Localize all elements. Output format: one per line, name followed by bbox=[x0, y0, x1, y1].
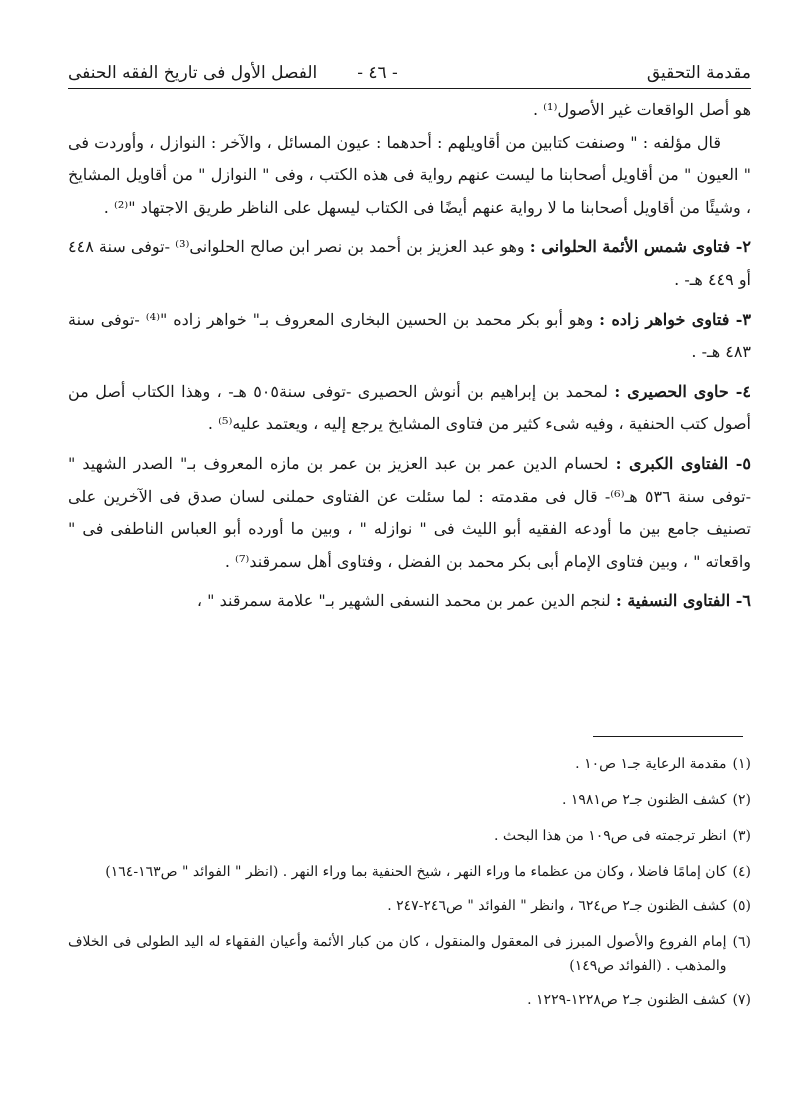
footnote bbox=[68, 894, 751, 918]
footnote bbox=[68, 824, 751, 848]
footnote-number: (٢) bbox=[732, 792, 751, 808]
footnote-number: (١) bbox=[732, 756, 751, 772]
footnote bbox=[68, 788, 751, 812]
entry-title: ٦- الفتاوى النسفية : bbox=[615, 591, 751, 611]
footnote bbox=[68, 860, 751, 884]
footnote-number: (٧) bbox=[732, 992, 751, 1008]
list-item bbox=[68, 231, 751, 296]
entry-text: لحسام الدين عمر بن عبد العزيز بن عمر بن مازه المعروف بـ" الصدر الشهيد " -توفى سنة ٥٣٦ هـ⁽⁶⁾- قال فى مقدمته : لما سئلت عن الفتاوى حملنى لسان صدق فى الآخرين على تصنيف جامع بين ما أودعه الفقيه أبو الليث فى " نوازله " ، وبين ما أورده أبو العباس الناطفى فى " واقعاته " ، وبين فتاوى الإمام أبى بكر محمد بن الفضل ، وفتاوى أهل سمرقند⁽⁷⁾ . bbox=[68, 453, 752, 571]
list-item bbox=[68, 448, 751, 578]
entry-title: ٥- الفتاوى الكبرى : bbox=[615, 453, 751, 473]
footnote-number: (٦) bbox=[732, 934, 751, 950]
entry-text: لمحمد بن إبراهيم بن أنوش الحصيرى -توفى سنة٥٠٥ هـ- ، وهذا الكتاب أصل من أصول كتب الحنفية ، وفيه شىء كثير من فتاوى المشايخ يرجع إليه ، ويعتمد عليه⁽⁵⁾ . bbox=[68, 381, 751, 434]
entry-text: وهو عبد العزيز بن أحمد بن نصر ابن صالح الحلوانى⁽³⁾ -توفى سنة ٤٤٨ أو ٤٤٩ هـ- . bbox=[68, 237, 751, 289]
entry-text: لنجم الدين عمر بن محمد النسفى الشهير بـ" علامة سمرقند " ، bbox=[196, 591, 616, 611]
footnote-text: مقدمة الرعاية جـ١ ص١٠ . bbox=[575, 756, 727, 772]
footnote bbox=[68, 930, 751, 978]
main-text bbox=[68, 94, 751, 618]
entry-title: ٢- فتاوى شمس الأئمة الحلوانى : bbox=[529, 237, 752, 257]
list-item bbox=[68, 376, 751, 441]
header-section-title: مقدمة التحقيق bbox=[646, 63, 751, 83]
footnote-text: كان إمامًا فاضلا ، وكان من عظماء ما وراء النهر ، شيخ الحنفية بما وراء النهر . (انظر " الفوائد " ص١٦٣-١٦٤) bbox=[105, 864, 727, 880]
entry-title: ٤- حاوى الحصيرى : bbox=[614, 381, 751, 401]
footnote-number: (٥) bbox=[732, 898, 751, 914]
footnote-number: (٤) bbox=[732, 864, 751, 880]
footnote-separator bbox=[593, 736, 743, 737]
header-chapter-title: الفصل الأول فى تاريخ الفقه الحنفى bbox=[68, 63, 318, 83]
paragraph: هو أصل الواقعات غير الأصول⁽¹⁾ . bbox=[532, 100, 751, 119]
footnote bbox=[68, 752, 751, 776]
paragraph: قال مؤلفه : " وصنفت كتابين من أقاويلهم : أحدهما : عيون المسائل ، والآخر : النوازل ، وأوردت فى " العيون " من أقاويل أصحابنا ما ليست عنهم رواية فى هذه الكتب ، وفى " النوازل " من أقاويل المشايخ ، وشيئًا من أقاويل أصحابنا ما لا رواية عنهم أيضًا فى الكتاب ليسهل على الناظر طريق الاجتهاد "⁽²⁾ . bbox=[68, 132, 752, 217]
list-item bbox=[68, 304, 751, 369]
footnotes bbox=[68, 752, 751, 1024]
footnote bbox=[68, 988, 751, 1012]
footnote-number: (٣) bbox=[732, 828, 751, 844]
page-number: - ٤٦ - bbox=[357, 63, 398, 83]
footnote-text: إمام الفروع والأصول المبرز فى المعقول والمنقول ، كان من كبار الأئمة وأعيان الفقهاء له اليد الطولى فى الخلاف والمذهب . (الفوائد ص١٤٩) bbox=[68, 934, 727, 974]
footnote-text: كشف الظنون جـ٢ ص٦٢٤ ، وانظر " الفوائد " ص٢٤٦-٢٤٧ . bbox=[387, 898, 727, 914]
entry-title: ٣- فتاوى خواهر زاده : bbox=[599, 309, 752, 329]
footnote-text: كشف الظنون جـ٢ ص١٢٢٨-١٢٢٩ . bbox=[527, 992, 727, 1008]
footnote-text: كشف الظنون جـ٢ ص١٩٨١ . bbox=[561, 792, 727, 808]
header-rule bbox=[68, 88, 751, 89]
list-item bbox=[68, 585, 751, 618]
entry-text: وهو أبو بكر محمد بن الحسين البخارى المعروف بـ" خواهر زاده "⁽⁴⁾ -توفى سنة ٤٨٣ هـ- . bbox=[68, 309, 751, 362]
running-header bbox=[68, 58, 751, 88]
footnote-text: انظر ترجمته فى ص١٠٩ من هذا البحث . bbox=[494, 828, 727, 844]
